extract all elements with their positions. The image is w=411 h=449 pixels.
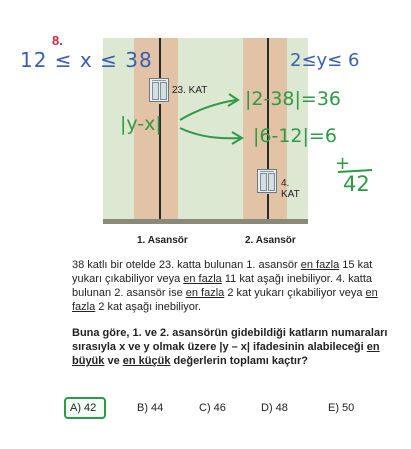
handwritten-x-range: 12 ≤ x ≤ 38 — [20, 48, 153, 72]
elevator-1-floor-label: 23. KAT — [172, 85, 208, 96]
handwritten-equation-min: |6-12|=6 — [253, 125, 337, 147]
handwritten-y-range: 2≤y≤ 6 — [290, 50, 360, 71]
handwritten-abs-expression: |y-x| — [120, 113, 162, 135]
elevator-2-caption: 2. Asansör — [245, 235, 296, 246]
question-number: 8. — [52, 33, 63, 48]
handwritten-plus: + — [335, 153, 351, 174]
option-c[interactable]: C) 46 — [199, 402, 226, 414]
question-text: Buna göre, 1. ve 2. asansörün gidebildiği katların numaraları sırasıyla x ve y olmak üzere |y – x| ifadesinin alabileceği en büyük ve en küçük değerlerin toplamı kaçtır? — [72, 327, 388, 367]
option-b[interactable]: B) 44 — [137, 402, 164, 414]
handwritten-equation-max: |2-38|=36 — [245, 88, 342, 110]
option-a[interactable]: A) 42 — [70, 402, 97, 414]
elevator-1-caption: 1. Asansör — [137, 235, 188, 246]
passage-text: 38 katlı bir otelde 23. katta bulunan 1. asansör en fazla 15 kat yukarı çıkabiliyor veya en fazla 11 kat aşağı inebiliyor. 4. katta bulunan 2. asansör ise en fazla 2 kat yukarı çıkabiliyor veya en fazla 2 kat aşağı inebiliyor. — [72, 259, 378, 313]
option-e[interactable]: E) 50 — [328, 402, 355, 414]
elevator-2-floor-label: 4. KAT — [281, 178, 300, 200]
option-d[interactable]: D) 48 — [261, 402, 288, 414]
handwritten-sum: 42 — [343, 172, 370, 196]
